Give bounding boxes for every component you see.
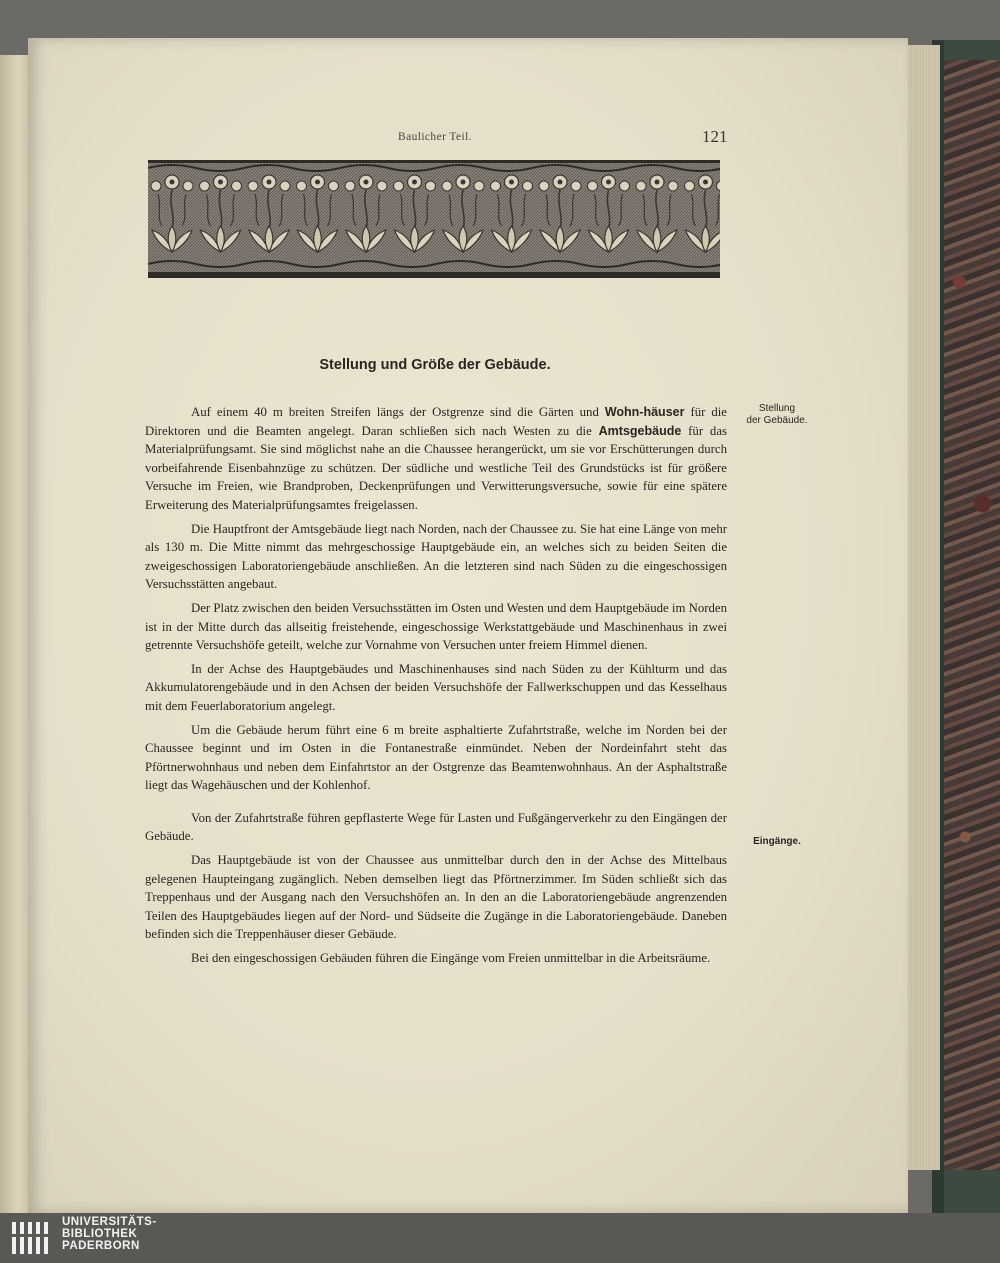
paragraph-1-part-b: für die Direktoren und die Beamten angelegt. Daran schließen sich nach Westen zu die: [145, 405, 727, 438]
floral-ornament-frieze: [148, 160, 720, 278]
paragraph-6: Von der Zufahrtstraße führen gepflasterte Wege für Lasten und Fußgängerverkehr zu den Eingängen der Gebäude.: [145, 810, 727, 844]
marbled-cover-edge: [942, 60, 1000, 1170]
library-name: [62, 1216, 157, 1252]
paragraph-7: Das Hauptgebäude ist von der Chaussee aus unmittelbar durch den in der Achse des Mittelbaus gelegenen Haupteingang zugänglich. Neben demselben liegt das Pförtnerzimmer. Im Süden schließt sich das Treppenhaus und der Ausgang nach den Versuchshöfen an. In den an die Laboratoriengebäude angrenzenden Teilen des Hauptgebäudes liegen auf der Nord- und Südseite die Zugänge in die Laboratoriengebäude. Daneben befinden sich die Treppenhäuser dieser Gebäude.: [145, 853, 727, 942]
paragraph-1-part-c: für das Materialprüfungsamt. Sie sind möglichst nahe an die Chaussee herangerückt, um sie vor Erschütterungen durch vorbeifahrende Eisenbahnzüge zu schützen. Der südliche und westliche Teil des Grundstücks ist für größere Versuche im Freien, wie Brandproben, Deckenprüfungen und Verwitterungsversuche, sowie für eine spätere Erweiterung des Materialprüfungsamtes freigelassen.: [145, 423, 727, 512]
paragraph-1: [145, 403, 727, 515]
paragraph-4: In der Achse des Hauptgebäudes und Maschinenhauses sind nach Süden zu der Kühlturm und das Akkumulatorengebäude und in den Achsen der beiden Versuchshöfe der Fallwerkschuppen und das Kesselhaus mit dem Feuerlaboratorium angelegt.: [145, 661, 727, 713]
term-amtsgebaeude: Amtsgebäude: [598, 423, 682, 438]
page-number: 121: [702, 127, 728, 146]
paragraph-3: Der Platz zwischen den beiden Versuchsstätten im Osten und Westen und dem Hauptgebäude im Norden ist in der Mitte durch das allseitig freistehende, eingeschossige Werkstattgebäude und Maschinenhaus in zwei getrennte Versuchshöfe geteilt, welche zur Vornahme von Versuchen unter freiem Himmel dienen.: [145, 600, 727, 653]
section-heading: Stellung und Größe der Gebäude.: [319, 357, 551, 373]
library-name-line: BIBLIOTHEK: [62, 1228, 138, 1240]
marginal-note-stellung: [740, 403, 814, 427]
paragraph-2: Die Hauptfront der Amtsgebäude liegt nach Norden, nach der Chaussee zu. Sie hat eine Länge von mehr als 130 m. Die Mitte nimmt das mehrgeschossige Hauptgebäude ein, an welches sich zu beiden Seiten die zweigeschossigen Laboratoriengebäude anschließen. An die letzteren sind nach Süden zu die eingeschossigen Versuchsstätten angebaut.: [145, 521, 727, 592]
paragraph-8: Bei den eingeschossigen Gebäuden führen die Eingänge vom Freien unmittelbar in die Arbeitsräume.: [191, 951, 711, 966]
running-head: Baulicher Teil.: [398, 131, 472, 143]
term-wohnhaeuser: Wohn-häuser: [604, 405, 685, 419]
library-logo-icon: [10, 1218, 52, 1258]
library-name-line: PADERBORN: [62, 1240, 140, 1252]
paragraph-5: Um die Gebäude herum führt eine 6 m breite asphaltierte Zufahrtstraße, welche im Norden bei der Chaussee beginnt und im Osten in die Fontanestraße einmündet. Neben der Nordeinfahrt steht das Pförtnerwohnhaus und neben dem Einfahrtstor an der Ostgrenze das Beamtenwohnhaus. An der Asphaltstraße liegt das Wagehäuschen und der Kohlenhof.: [145, 722, 727, 793]
marginal-note-eingaenge: Eingänge.: [753, 836, 801, 847]
paragraph-1-part-a: Auf einem 40 m breiten Streifen längs der Ostgrenze sind die Gärten und: [191, 405, 605, 419]
left-page-edge: [0, 55, 30, 1213]
marginal-note-line: Stellung: [758, 403, 796, 414]
library-name-line: UNIVERSITÄTS-: [62, 1216, 157, 1228]
body-text: [145, 403, 727, 973]
marginal-note-line: der Gebäude.: [746, 415, 808, 426]
